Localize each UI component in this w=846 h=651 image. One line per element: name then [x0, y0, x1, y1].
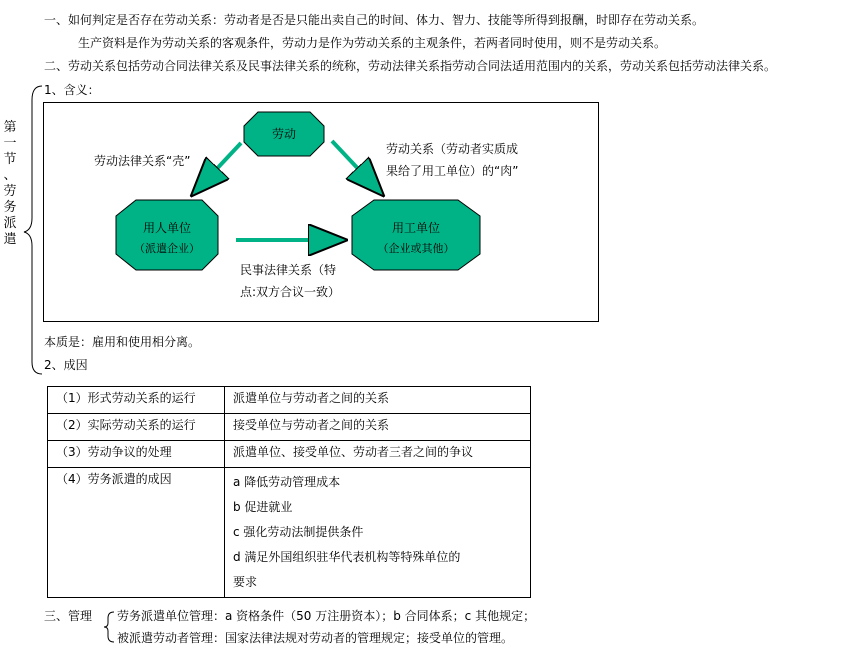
- para-2-labor-relations: 二、劳动关系包括劳动合同法律关系及民事法律关系的统称，劳动法律关系指劳动合同法适用范围内的关系，劳动关系包括劳动法律关系。: [44, 59, 777, 73]
- table-cell-label: （2）实际劳动关系的运行: [48, 414, 225, 441]
- node-employer-sub: （派遣企业）: [134, 242, 200, 255]
- section-title-char: 节: [3, 152, 17, 167]
- list-item: c 强化劳动法制提供条件: [233, 525, 364, 539]
- node-employer-label: 用人单位: [142, 221, 192, 235]
- essence-statement: 本质是：雇用和使用相分离。: [44, 335, 201, 349]
- section-title-char: 遣: [3, 232, 17, 247]
- heading-causes: 2、成因: [44, 358, 88, 372]
- table-row: [48, 387, 531, 414]
- edge-label-civil-law-2: 点:双方合议一致）: [240, 285, 341, 299]
- table-cell-value: 接受单位与劳动者之间的关系: [225, 414, 531, 441]
- edge-label-labor-relation-1: 劳动关系（劳动者实质成: [386, 142, 519, 156]
- management-item-dispatch-unit: 劳务派遣单位管理：a 资格条件（50 万注册资本）；b 合同体系；c 其他规定；: [117, 609, 536, 623]
- section-title-char: 劳: [3, 184, 17, 199]
- labor-dispatch-diagram: [43, 102, 599, 322]
- section-title-char: 第: [3, 120, 17, 135]
- section-title-char: 一: [3, 136, 17, 151]
- management-brace: [102, 610, 116, 644]
- edge-label-civil-law-1: 民事法律关系（特: [240, 263, 337, 277]
- table-row: [48, 441, 531, 468]
- node-employer: [116, 200, 218, 270]
- table-cell-reasons: [225, 468, 531, 598]
- list-item: d 满足外国组织驻华代表机构等特殊单位的: [233, 550, 461, 564]
- para-1-determination: 一、如何判定是否存在劳动关系：劳动者是否是只能出卖自己的时间、体力、智力、技能等所得到报酬，时即存在劳动关系。: [44, 13, 705, 27]
- management-item-dispatched-worker: 被派遣劳动者管理：国家法律法规对劳动者的管理规定；接受单位的管理。: [117, 631, 514, 645]
- table-cell-label: （3）劳动争议的处理: [48, 441, 225, 468]
- table-cell-label: （4）劳务派遣的成因: [48, 468, 225, 598]
- section-title-char: 派: [3, 216, 17, 231]
- node-user-unit-sub: （企业或其他）: [377, 242, 455, 255]
- node-user-unit: [352, 200, 480, 270]
- heading-meaning: 1、含义：: [44, 83, 100, 97]
- section-title-char: 、: [3, 168, 17, 183]
- node-user-unit-label: 用工单位: [391, 221, 441, 235]
- table-cell-value: 派遣单位、接受单位、劳动者三者之间的争议: [225, 441, 531, 468]
- arrow-labor-to-employer: [196, 143, 241, 191]
- table-row: [48, 468, 531, 598]
- table-row: [48, 414, 531, 441]
- edge-label-labor-law: 劳动法律关系“壳”: [94, 154, 191, 168]
- reasons-list: [233, 470, 522, 595]
- section-title-vertical: [2, 120, 18, 248]
- para-1-means-of-production: 生产资料是作为劳动关系的客观条件，劳动力是作为劳动关系的主观条件，若两者同时使用，则不是劳动关系。: [78, 36, 667, 50]
- arrow-labor-to-user-unit: [332, 141, 379, 191]
- node-labor-label: 劳动: [271, 127, 297, 141]
- causes-table: [47, 386, 531, 598]
- list-item: a 降低劳动管理成本: [233, 475, 341, 489]
- edge-label-labor-relation-2: 果给了用工单位）的“肉”: [386, 164, 519, 178]
- table-cell-value: 派遣单位与劳动者之间的关系: [225, 387, 531, 414]
- table-cell-label: （1）形式劳动关系的运行: [48, 387, 225, 414]
- list-item: 要求: [233, 575, 258, 589]
- section-title-char: 务: [3, 200, 17, 215]
- management-label: 三、管理: [44, 609, 93, 623]
- list-item: b 促进就业: [233, 500, 293, 514]
